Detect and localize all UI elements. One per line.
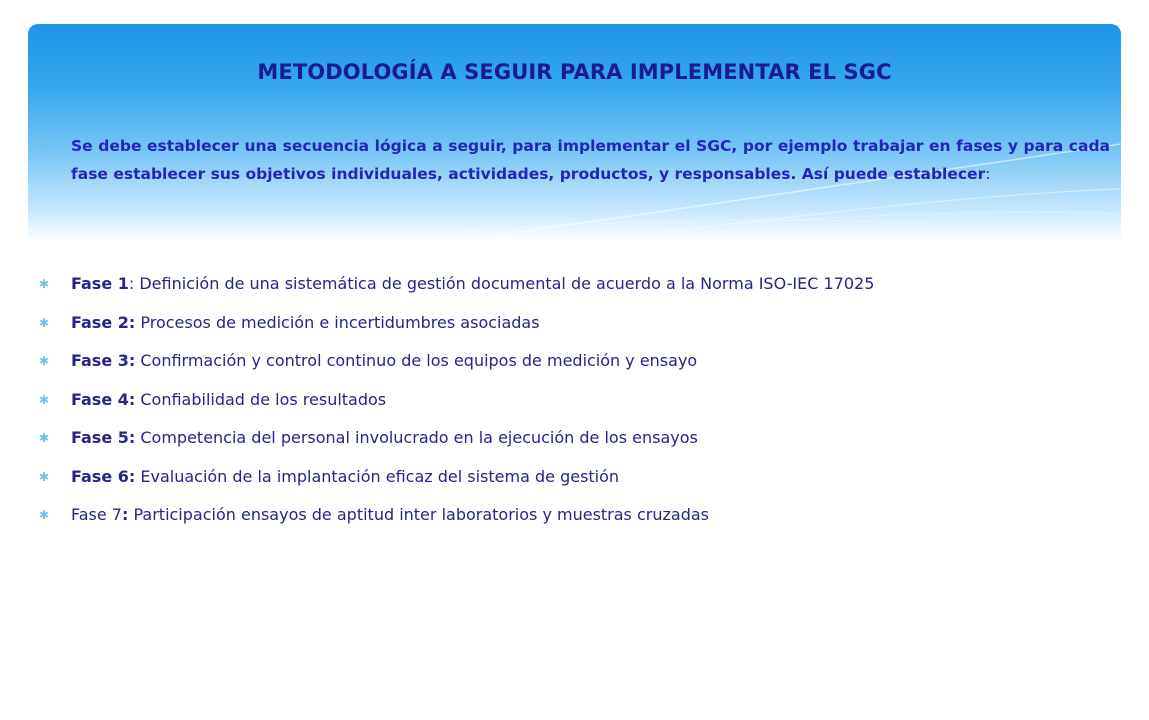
intro-tail: :	[985, 165, 991, 183]
bullet-asterisk-icon: ✱	[38, 469, 50, 484]
phase-separator: :	[128, 351, 136, 370]
bullet-asterisk-icon: ✱	[38, 431, 50, 445]
phase-separator: :	[128, 466, 136, 486]
phase-separator: :	[121, 505, 129, 524]
intro-bold-text: Se debe establecer una secuencia lógica a seguir, para implementar el SGC, por ejemplo trabajar en fases y para cada fase establecer sus objetivos individuales, actividades, productos, y responsables. Así puede establecer	[71, 137, 1110, 183]
phase-item-2	[38, 309, 1110, 337]
phase-separator: :	[128, 312, 136, 332]
phase-label: Fase 1	[71, 274, 129, 293]
phase-label: Fase 3	[71, 351, 129, 370]
phase-separator: :	[128, 389, 136, 409]
bullet-asterisk-icon: ✱	[38, 392, 50, 407]
bullet-asterisk-icon: ✱	[38, 354, 50, 368]
intro-paragraph	[38, 132, 1110, 188]
phase-description: Competencia del personal involucrado en la ejecución de los ensayos	[135, 428, 698, 447]
phase-label: Fase 4	[71, 389, 129, 409]
phase-item-7	[38, 501, 1110, 529]
phase-item-1	[38, 270, 1110, 298]
phase-list	[38, 270, 1110, 540]
phase-label: Fase 7	[71, 505, 122, 524]
phase-item-4	[38, 386, 1110, 414]
phase-description: Definición de una sistemática de gestión documental de acuerdo a la Norma ISO-IEC 17025	[134, 274, 875, 293]
phase-description: Participación ensayos de aptitud inter laboratorios y muestras cruzadas	[128, 505, 709, 524]
phase-separator: :	[128, 428, 136, 447]
phase-description: Confirmación y control continuo de los equipos de medición y ensayo	[135, 351, 698, 370]
phase-item-6	[38, 463, 1110, 491]
phase-description: Procesos de medición e incertidumbres asociadas	[135, 312, 540, 332]
phase-separator: :	[128, 274, 135, 293]
bullet-asterisk-icon: ✱	[38, 277, 50, 291]
slide-title: METODOLOGÍA A SEGUIR PARA IMPLEMENTAR EL SGC	[257, 60, 892, 84]
phase-label: Fase 5	[71, 428, 129, 447]
phase-item-5	[38, 424, 1110, 452]
bullet-asterisk-icon: ✱	[38, 508, 50, 522]
intro-text	[71, 132, 1110, 188]
phase-description: Evaluación de la implantación eficaz del sistema de gestión	[135, 466, 620, 486]
phase-label: Fase 6	[71, 466, 129, 486]
phase-description: Confiabilidad de los resultados	[135, 389, 387, 409]
bullet-asterisk-icon: ✱	[38, 139, 50, 153]
bullet-asterisk-icon: ✱	[38, 315, 50, 330]
phase-label: Fase 2	[71, 312, 129, 332]
phase-item-3	[38, 347, 1110, 375]
